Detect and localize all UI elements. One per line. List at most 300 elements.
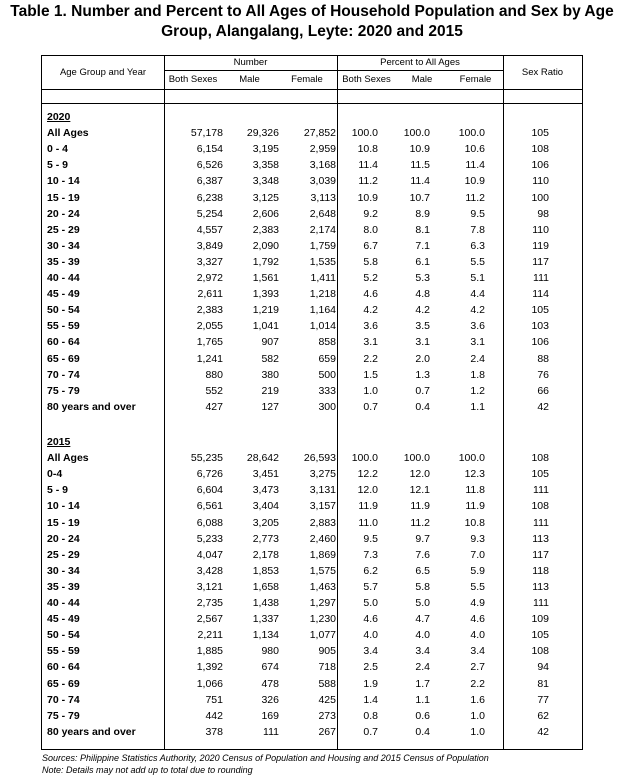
table-cell-both: 6,154 [196, 143, 223, 156]
table-cell-p_male: 11.5 [410, 159, 430, 172]
table-cell-ratio: 94 [537, 661, 549, 674]
table-cell-p_both: 9.2 [363, 207, 378, 220]
table-cell-ratio: 42 [537, 400, 549, 413]
table-cell-male: 3,404 [252, 500, 279, 513]
table-cell-p_female: 10.8 [464, 516, 485, 529]
table-cell-p_male: 12.0 [409, 468, 430, 481]
header-divider [42, 89, 582, 90]
table-cell-female: 905 [318, 645, 336, 658]
row-label: 35 - 39 [47, 255, 80, 268]
table-cell-male: 3,358 [252, 159, 279, 172]
table-cell-ratio: 117 [532, 548, 549, 561]
table-cell-male: 1,561 [252, 272, 279, 284]
table-cell-p_both: 12.0 [357, 484, 378, 497]
table-cell-p_male: 2.0 [415, 352, 430, 365]
table-cell-male: 1,792 [252, 255, 279, 268]
header-sex-ratio: Sex Ratio [521, 67, 564, 78]
row-label: 50 - 54 [47, 304, 80, 317]
row-label: 40 - 44 [47, 272, 80, 284]
table-cell-p_male: 8.9 [415, 207, 430, 220]
table-cell-female: 1,575 [309, 564, 336, 577]
table-cell-female: 425 [318, 693, 336, 706]
row-label: 75 - 79 [47, 709, 80, 722]
table-cell-p_female: 12.3 [464, 468, 485, 481]
table-cell-p_female: 1.0 [470, 709, 485, 722]
row-label: 25 - 29 [47, 223, 80, 236]
table-cell-male: 1,393 [252, 288, 279, 301]
table-cell-p_male: 9.7 [415, 532, 430, 545]
table-cell-ratio: 88 [537, 352, 549, 365]
table-cell-male: 478 [261, 677, 279, 690]
table-cell-ratio: 118 [532, 564, 549, 577]
table-cell-p_female: 2.7 [470, 661, 485, 674]
table-cell-ratio: 98 [537, 207, 549, 220]
table-cell-female: 2,460 [309, 532, 336, 545]
table-cell-female: 2,959 [309, 143, 336, 156]
table-cell-male: 1,438 [252, 597, 279, 609]
table-cell-male: 1,337 [252, 613, 279, 626]
table-cell-female: 273 [318, 709, 336, 722]
rounding-note: Note: Details may not add up to total due to rounding [42, 765, 253, 775]
header-percent: Percent to All Ages [380, 57, 460, 68]
table-cell-ratio: 105 [531, 304, 549, 317]
table-cell-p_female: 1.2 [470, 384, 485, 397]
table-cell-male: 3,348 [252, 175, 279, 188]
table-cell-p_female: 4.2 [470, 304, 485, 317]
table-cell-p_both: 2.5 [363, 661, 378, 674]
table-cell-female: 1,869 [309, 548, 336, 561]
table-cell-ratio: 111 [533, 516, 549, 529]
table-cell-p_male: 5.8 [415, 580, 430, 593]
table-cell-p_male: 10.9 [409, 143, 430, 156]
table-cell-both: 5,233 [196, 532, 223, 545]
table-cell-p_female: 9.3 [470, 532, 485, 545]
row-label: 70 - 74 [47, 368, 80, 381]
header-pct-female: Female [459, 74, 492, 85]
row-label: 15 - 19 [47, 516, 80, 529]
row-label: 0-4 [47, 468, 63, 481]
table-cell-both: 55,235 [190, 452, 223, 465]
year-heading: 2015 [47, 436, 71, 448]
row-label: 5 - 9 [47, 159, 69, 172]
table-cell-ratio: 111 [533, 272, 549, 284]
table-cell-both: 4,557 [196, 223, 223, 236]
table-cell-female: 1,164 [309, 304, 336, 317]
table-cell-both: 2,211 [197, 629, 223, 642]
table-cell-male: 674 [261, 661, 279, 674]
table-title: Table 1. Number and Percent to All Ages of Household Population and Sex by Age Group, Alangalang, Leyte: 2020 and 2015 [10, 3, 614, 40]
table-cell-male: 127 [261, 400, 279, 413]
header-age-group: Age Group and Year [59, 67, 147, 78]
table-cell-male: 3,125 [252, 191, 279, 204]
table-cell-male: 1,853 [252, 564, 279, 577]
table-cell-both: 6,526 [196, 159, 223, 172]
table-cell-ratio: 114 [532, 288, 549, 301]
table-cell-p_female: 100.0 [458, 452, 485, 465]
row-label: 65 - 69 [47, 352, 80, 365]
table-cell-female: 2,174 [309, 223, 336, 236]
table-cell-p_male: 11.4 [410, 175, 430, 188]
table-cell-female: 1,463 [309, 580, 336, 593]
row-label: 30 - 34 [47, 239, 80, 252]
table-cell-p_female: 11.8 [465, 484, 485, 497]
year-heading: 2020 [47, 111, 71, 123]
table-cell-both: 57,178 [190, 127, 223, 140]
row-label: 15 - 19 [47, 191, 80, 204]
table-cell-p_female: 5.5 [470, 255, 485, 268]
table-cell-male: 1,041 [252, 320, 279, 333]
row-label: 5 - 9 [47, 484, 69, 497]
table-cell-p_male: 1.7 [415, 677, 430, 690]
table-cell-p_male: 4.2 [415, 304, 430, 317]
table-cell-p_male: 2.4 [415, 661, 430, 674]
table-cell-p_male: 12.1 [409, 484, 430, 497]
table-cell-p_both: 6.7 [363, 239, 378, 252]
table-cell-female: 1,297 [309, 597, 336, 609]
table-cell-ratio: 108 [531, 143, 549, 156]
table-cell-both: 6,726 [196, 468, 223, 481]
table-cell-female: 2,648 [309, 207, 336, 220]
table-cell-p_male: 8.1 [415, 223, 430, 236]
table-cell-p_both: 11.2 [358, 175, 378, 188]
table-cell-both: 3,428 [196, 564, 223, 577]
table-cell-p_female: 3.1 [470, 336, 485, 349]
table-cell-male: 29,326 [246, 127, 279, 140]
table-cell-male: 2,773 [252, 532, 279, 545]
table-cell-male: 907 [261, 336, 279, 349]
table-cell-p_both: 5.2 [363, 272, 378, 284]
table-cell-female: 858 [318, 336, 336, 349]
table-cell-p_both: 2.2 [363, 352, 378, 365]
table-cell-female: 500 [318, 368, 336, 381]
table-cell-p_both: 100.0 [351, 452, 378, 465]
table-cell-p_both: 0.7 [363, 725, 378, 738]
table-cell-ratio: 105 [531, 468, 549, 481]
table-cell-ratio: 106 [531, 336, 549, 349]
table-cell-ratio: 109 [531, 613, 549, 626]
table-cell-p_both: 3.6 [363, 320, 378, 333]
table-cell-p_male: 5.0 [415, 597, 430, 609]
table-cell-male: 3,473 [252, 484, 279, 497]
table-cell-ratio: 76 [537, 368, 549, 381]
table-cell-male: 3,195 [252, 143, 279, 156]
table-cell-ratio: 105 [531, 629, 549, 642]
table-cell-both: 2,055 [196, 320, 223, 333]
table-cell-ratio: 108 [531, 645, 549, 658]
header-pct-male: Male [411, 74, 433, 85]
row-label: 55 - 59 [47, 645, 80, 658]
table-cell-p_female: 4.0 [470, 629, 485, 642]
header-pct-both-sexes: Both Sexes [342, 74, 391, 85]
table-cell-p_both: 1.0 [363, 384, 378, 397]
table-cell-p_both: 1.4 [363, 693, 378, 706]
table-cell-female: 3,113 [310, 191, 336, 204]
table-cell-ratio: 110 [532, 223, 549, 236]
table-cell-female: 3,168 [309, 159, 336, 172]
row-label: 40 - 44 [47, 597, 80, 609]
table-cell-female: 1,077 [309, 629, 336, 642]
table-cell-male: 1,219 [252, 304, 279, 317]
table-cell-p_both: 0.7 [363, 400, 378, 413]
table-cell-p_both: 4.6 [363, 288, 378, 301]
table-cell-p_male: 10.7 [409, 191, 430, 204]
table-cell-both: 442 [205, 709, 223, 722]
table-cell-female: 718 [318, 661, 336, 674]
table-cell-ratio: 110 [532, 175, 549, 188]
table-cell-female: 27,852 [303, 127, 336, 140]
row-label: All Ages [47, 452, 89, 465]
table-cell-male: 2,090 [252, 239, 279, 252]
table-cell-both: 6,604 [196, 484, 223, 497]
table-cell-both: 3,849 [196, 239, 223, 252]
table-cell-p_both: 11.4 [358, 159, 378, 172]
table-cell-p_female: 3.4 [470, 645, 485, 658]
table-cell-female: 1,535 [309, 255, 336, 268]
table-cell-both: 427 [205, 400, 223, 413]
row-label: 45 - 49 [47, 288, 80, 301]
table-cell-both: 751 [205, 693, 223, 706]
table-cell-p_both: 10.8 [357, 143, 378, 156]
table-cell-p_both: 3.4 [363, 645, 378, 658]
header-divider [42, 103, 582, 104]
row-label: 70 - 74 [47, 693, 80, 706]
table-cell-female: 1,411 [310, 272, 336, 284]
table-cell-p_male: 100.0 [403, 127, 430, 140]
table-cell-male: 219 [261, 384, 279, 397]
table-cell-both: 2,735 [196, 597, 223, 609]
table-cell-p_both: 7.3 [363, 548, 378, 561]
table-cell-p_male: 7.1 [415, 239, 430, 252]
table-cell-p_both: 100.0 [351, 127, 378, 140]
row-label: 65 - 69 [47, 677, 80, 690]
table-cell-p_female: 5.1 [470, 272, 485, 284]
source-note: Sources: Philippine Statistics Authority, 2020 Census of Population and Housing and 2015 Census of Population [42, 753, 489, 763]
table-cell-ratio: 113 [532, 532, 549, 545]
table-cell-female: 3,039 [309, 175, 336, 188]
table-cell-both: 2,611 [197, 288, 223, 301]
row-label: 80 years and over [47, 725, 136, 738]
table-cell-p_female: 2.2 [470, 677, 485, 690]
row-label: 20 - 24 [47, 207, 80, 220]
table-cell-male: 169 [261, 709, 279, 722]
header-male: Male [239, 74, 260, 85]
table-cell-male: 111 [263, 725, 279, 738]
table-cell-female: 3,157 [309, 500, 336, 513]
table-cell-female: 588 [318, 677, 336, 690]
table-cell-p_both: 6.2 [363, 564, 378, 577]
table-cell-p_both: 0.8 [363, 709, 378, 722]
row-label: 50 - 54 [47, 629, 80, 642]
table-cell-both: 6,561 [196, 500, 223, 513]
row-label: 60 - 64 [47, 661, 80, 674]
table-cell-female: 2,883 [309, 516, 336, 529]
table-cell-p_both: 1.9 [363, 677, 378, 690]
table-cell-female: 3,131 [309, 484, 336, 497]
table-cell-male: 3,205 [252, 516, 279, 529]
table-cell-ratio: 42 [537, 725, 549, 738]
table-cell-p_female: 100.0 [458, 127, 485, 140]
table-cell-ratio: 66 [537, 384, 549, 397]
row-label: All Ages [47, 127, 89, 140]
table-cell-male: 582 [261, 352, 279, 365]
table-cell-ratio: 62 [537, 709, 549, 722]
table-cell-female: 267 [318, 725, 336, 738]
table-cell-p_male: 4.8 [415, 288, 430, 301]
table-cell-p_female: 4.9 [470, 597, 485, 609]
table-cell-male: 2,383 [252, 223, 279, 236]
table-cell-both: 1,241 [196, 352, 223, 365]
table-cell-p_both: 1.5 [363, 368, 378, 381]
row-label: 80 years and over [47, 400, 136, 413]
header-female: Female [291, 74, 323, 85]
table-cell-male: 980 [261, 645, 279, 658]
table-cell-p_male: 11.2 [410, 516, 430, 529]
row-label: 35 - 39 [47, 580, 80, 593]
table-cell-both: 1,392 [196, 661, 223, 674]
table-cell-p_male: 3.1 [415, 336, 430, 349]
table-cell-ratio: 117 [532, 255, 549, 268]
table-cell-both: 2,972 [196, 272, 223, 284]
table-cell-male: 1,658 [252, 580, 279, 593]
table-cell-both: 378 [205, 725, 223, 738]
table-cell-female: 1,218 [309, 288, 336, 301]
table-cell-p_both: 12.2 [357, 468, 378, 481]
table-cell-both: 552 [205, 384, 223, 397]
table-cell-p_both: 4.0 [363, 629, 378, 642]
table-cell-female: 1,759 [309, 239, 336, 252]
row-label: 10 - 14 [47, 175, 80, 188]
table-cell-ratio: 119 [532, 239, 549, 252]
table-cell-p_male: 0.6 [415, 709, 430, 722]
table-cell-both: 880 [205, 368, 223, 381]
table-cell-p_male: 4.7 [415, 613, 430, 626]
table-cell-male: 28,642 [246, 452, 279, 465]
table-cell-p_female: 5.5 [470, 580, 485, 593]
table-cell-both: 6,238 [196, 191, 223, 204]
table-cell-ratio: 100 [531, 191, 549, 204]
table-cell-female: 333 [318, 384, 336, 397]
table-cell-female: 659 [318, 352, 336, 365]
table-cell-male: 380 [261, 368, 279, 381]
table-cell-p_male: 0.4 [415, 725, 430, 738]
table-cell-p_female: 2.4 [470, 352, 485, 365]
table-cell-p_both: 11.0 [358, 516, 378, 529]
table-cell-female: 1,230 [309, 613, 336, 626]
table-cell-p_male: 0.4 [415, 400, 430, 413]
table-cell-female: 3,275 [309, 468, 336, 481]
table-cell-p_female: 1.0 [470, 725, 485, 738]
header-number: Number [233, 57, 268, 68]
table-cell-p_female: 7.0 [470, 548, 485, 561]
table-cell-female: 1,014 [309, 320, 336, 333]
table-cell-p_both: 8.0 [363, 223, 378, 236]
table-cell-p_male: 6.5 [415, 564, 430, 577]
data-table [41, 55, 583, 750]
table-notes [42, 752, 489, 776]
table-cell-p_female: 4.6 [470, 613, 485, 626]
table-cell-p_female: 10.9 [464, 175, 485, 188]
table-cell-p_female: 4.4 [470, 288, 485, 301]
table-cell-ratio: 77 [537, 693, 549, 706]
table-cell-ratio: 106 [531, 159, 549, 172]
table-cell-p_male: 1.3 [415, 368, 430, 381]
table-cell-p_female: 1.1 [470, 400, 485, 413]
table-cell-p_both: 9.5 [363, 532, 378, 545]
table-cell-ratio: 103 [531, 320, 549, 333]
row-label: 30 - 34 [47, 564, 80, 577]
table-cell-p_both: 5.8 [363, 255, 378, 268]
table-cell-both: 4,047 [196, 548, 223, 561]
table-cell-male: 326 [261, 693, 279, 706]
row-label: 25 - 29 [47, 548, 80, 561]
table-cell-both: 2,567 [196, 613, 223, 626]
table-cell-p_female: 9.5 [470, 207, 485, 220]
table-cell-p_female: 10.6 [464, 143, 485, 156]
row-label: 0 - 4 [47, 143, 69, 156]
table-cell-p_both: 11.9 [358, 500, 378, 513]
table-cell-p_both: 3.1 [363, 336, 378, 349]
header-divider [164, 70, 503, 71]
table-cell-male: 3,451 [252, 468, 279, 481]
table-cell-p_female: 5.9 [470, 564, 485, 577]
table-cell-p_both: 5.7 [363, 580, 378, 593]
table-cell-female: 300 [318, 400, 336, 413]
table-cell-ratio: 111 [533, 597, 549, 609]
table-cell-both: 1,885 [196, 645, 223, 658]
table-cell-p_male: 4.0 [415, 629, 430, 642]
table-cell-ratio: 108 [531, 452, 549, 465]
table-cell-p_female: 11.9 [465, 500, 485, 513]
table-cell-male: 2,178 [252, 548, 279, 561]
table-cell-p_female: 11.2 [465, 191, 485, 204]
table-cell-both: 3,121 [196, 580, 223, 593]
table-cell-p_both: 4.6 [363, 613, 378, 626]
table-cell-p_male: 1.1 [415, 693, 430, 706]
row-label: 10 - 14 [47, 500, 80, 513]
table-cell-p_female: 6.3 [470, 239, 485, 252]
row-label: 45 - 49 [47, 613, 80, 626]
table-cell-female: 26,593 [303, 452, 336, 465]
table-cell-p_female: 3.6 [470, 320, 485, 333]
table-cell-p_female: 11.4 [465, 159, 485, 172]
header-both-sexes: Both Sexes [168, 74, 218, 85]
table-cell-p_male: 100.0 [403, 452, 430, 465]
table-cell-p_female: 7.8 [470, 223, 485, 236]
table-cell-p_male: 11.9 [410, 500, 430, 513]
table-cell-both: 6,088 [196, 516, 223, 529]
table-cell-both: 1,765 [196, 336, 223, 349]
table-cell-ratio: 105 [531, 127, 549, 140]
row-label: 20 - 24 [47, 532, 80, 545]
table-cell-p_male: 6.1 [415, 255, 430, 268]
table-cell-p_male: 3.5 [415, 320, 430, 333]
table-cell-p_both: 10.9 [357, 191, 378, 204]
table-cell-p_female: 1.8 [470, 368, 485, 381]
table-cell-p_both: 4.2 [363, 304, 378, 317]
table-cell-ratio: 113 [532, 580, 549, 593]
row-label: 60 - 64 [47, 336, 80, 349]
table-cell-p_female: 1.6 [470, 693, 485, 706]
table-cell-male: 1,134 [252, 629, 279, 642]
row-label: 55 - 59 [47, 320, 80, 333]
table-cell-p_male: 0.7 [415, 384, 430, 397]
table-cell-ratio: 81 [537, 677, 549, 690]
table-cell-p_male: 7.6 [415, 548, 430, 561]
table-cell-ratio: 111 [533, 484, 549, 497]
table-cell-ratio: 108 [531, 500, 549, 513]
table-cell-both: 1,066 [196, 677, 223, 690]
table-cell-p_both: 5.0 [363, 597, 378, 609]
